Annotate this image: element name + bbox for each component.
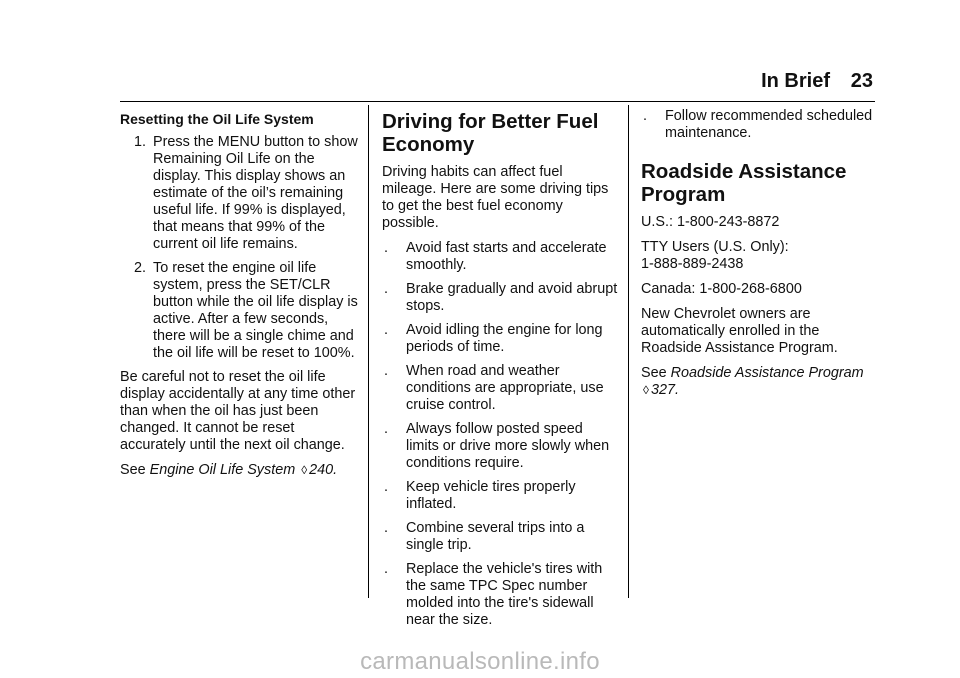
step-text: To reset the engine oil life system, press the SET/CLR button while the oil life display is active. After a few seconds, there will be a single chime and the oil life will be reset to 100%. bbox=[153, 260, 358, 361]
list-item-text: Combine several trips into a single trip. bbox=[406, 520, 585, 553]
list-item-text: Replace the vehicle's tires with the same TPC Spec number molded into the tire's sidewall near the size. bbox=[406, 561, 603, 628]
roadside-heading: Roadside Assistance Program bbox=[641, 160, 847, 206]
canada-phone: Canada: 1-800-268-6800 bbox=[641, 281, 802, 297]
list-item bbox=[382, 520, 618, 554]
list-item-text: Follow recommended scheduled maintenance. bbox=[665, 108, 873, 141]
bullet-icon: . bbox=[643, 108, 647, 124]
list-item bbox=[641, 108, 875, 142]
list-item-text: Keep vehicle tires properly inflated. bbox=[406, 479, 576, 512]
page-ref-icon: ◊ bbox=[301, 463, 308, 477]
watermark: carmanualsonline.info bbox=[360, 648, 600, 675]
page-number: 23 bbox=[850, 70, 873, 92]
step-item bbox=[120, 134, 360, 253]
column-3 bbox=[641, 108, 875, 407]
bullet-icon: . bbox=[384, 281, 388, 297]
caution-paragraph: Be careful not to reset the oil life display accidentally at any time other than when the oil has just been changed. It cannot be reset accurately until the next oil change. bbox=[120, 369, 356, 453]
tty-label: TTY Users (U.S. Only): bbox=[641, 239, 789, 255]
column-divider-2 bbox=[628, 105, 629, 598]
step-text: Press the MENU button to show Remaining Oil Life on the display. This display shows an estimate of the oil’s remaining useful life. If 99% is displayed, that means that 99% of the current oil life remains. bbox=[153, 134, 358, 252]
step-number: 2. bbox=[133, 260, 146, 276]
tty-phone: 1-888-889-2438 bbox=[641, 256, 744, 272]
bullet-icon: . bbox=[384, 561, 388, 577]
list-item bbox=[382, 363, 618, 414]
see-reference bbox=[120, 462, 360, 479]
section-title: In Brief bbox=[761, 70, 830, 92]
list-item-text: Brake gradually and avoid abrupt stops. bbox=[406, 281, 618, 314]
bullet-icon: . bbox=[384, 322, 388, 338]
oil-life-subheading: Resetting the Oil Life System bbox=[120, 111, 314, 127]
page-ref-icon: ◊ bbox=[643, 383, 649, 397]
reference-link[interactable]: Engine Oil Life System bbox=[149, 462, 296, 478]
list-item bbox=[382, 240, 618, 274]
bullet-icon: . bbox=[384, 520, 388, 536]
header-divider bbox=[120, 101, 875, 102]
bullet-icon: . bbox=[384, 421, 388, 437]
reference-page: 240. bbox=[309, 462, 338, 478]
step-number: 1. bbox=[133, 134, 146, 150]
column-2 bbox=[382, 108, 618, 636]
list-item bbox=[382, 322, 618, 356]
bullet-icon: . bbox=[384, 363, 388, 379]
fuel-economy-heading: Driving for Better Fuel Economy bbox=[382, 110, 599, 156]
fuel-intro: Driving habits can affect fuel mileage. Here are some driving tips to get the best fuel economy possible. bbox=[382, 164, 609, 231]
list-item-text: Avoid fast starts and accelerate smoothly. bbox=[406, 240, 607, 273]
column-1 bbox=[120, 108, 360, 487]
step-item bbox=[120, 260, 360, 362]
tty-info bbox=[641, 239, 875, 273]
list-item-text: When road and weather conditions are appropriate, use cruise control. bbox=[406, 363, 604, 413]
list-item bbox=[382, 561, 618, 629]
list-item bbox=[382, 479, 618, 513]
see-reference bbox=[641, 365, 875, 399]
reference-page: 327. bbox=[650, 382, 679, 398]
list-item bbox=[382, 281, 618, 315]
reference-link[interactable]: Roadside Assistance Program bbox=[670, 365, 864, 381]
list-item bbox=[382, 421, 618, 472]
bullet-icon: . bbox=[384, 479, 388, 495]
list-item-text: Avoid idling the engine for long periods of time. bbox=[406, 322, 603, 355]
us-phone: U.S.: 1-800-243-8872 bbox=[641, 214, 780, 230]
page-header bbox=[120, 70, 875, 100]
enrollment-paragraph: New Chevrolet owners are automatically enrolled in the Roadside Assistance Program. bbox=[641, 306, 838, 356]
see-prefix: See bbox=[641, 365, 667, 381]
bullet-icon: . bbox=[384, 240, 388, 256]
column-divider-1 bbox=[368, 105, 369, 598]
list-item-text: Always follow posted speed limits or drive more slowly when conditions require. bbox=[406, 421, 610, 471]
see-prefix: See bbox=[120, 462, 146, 478]
